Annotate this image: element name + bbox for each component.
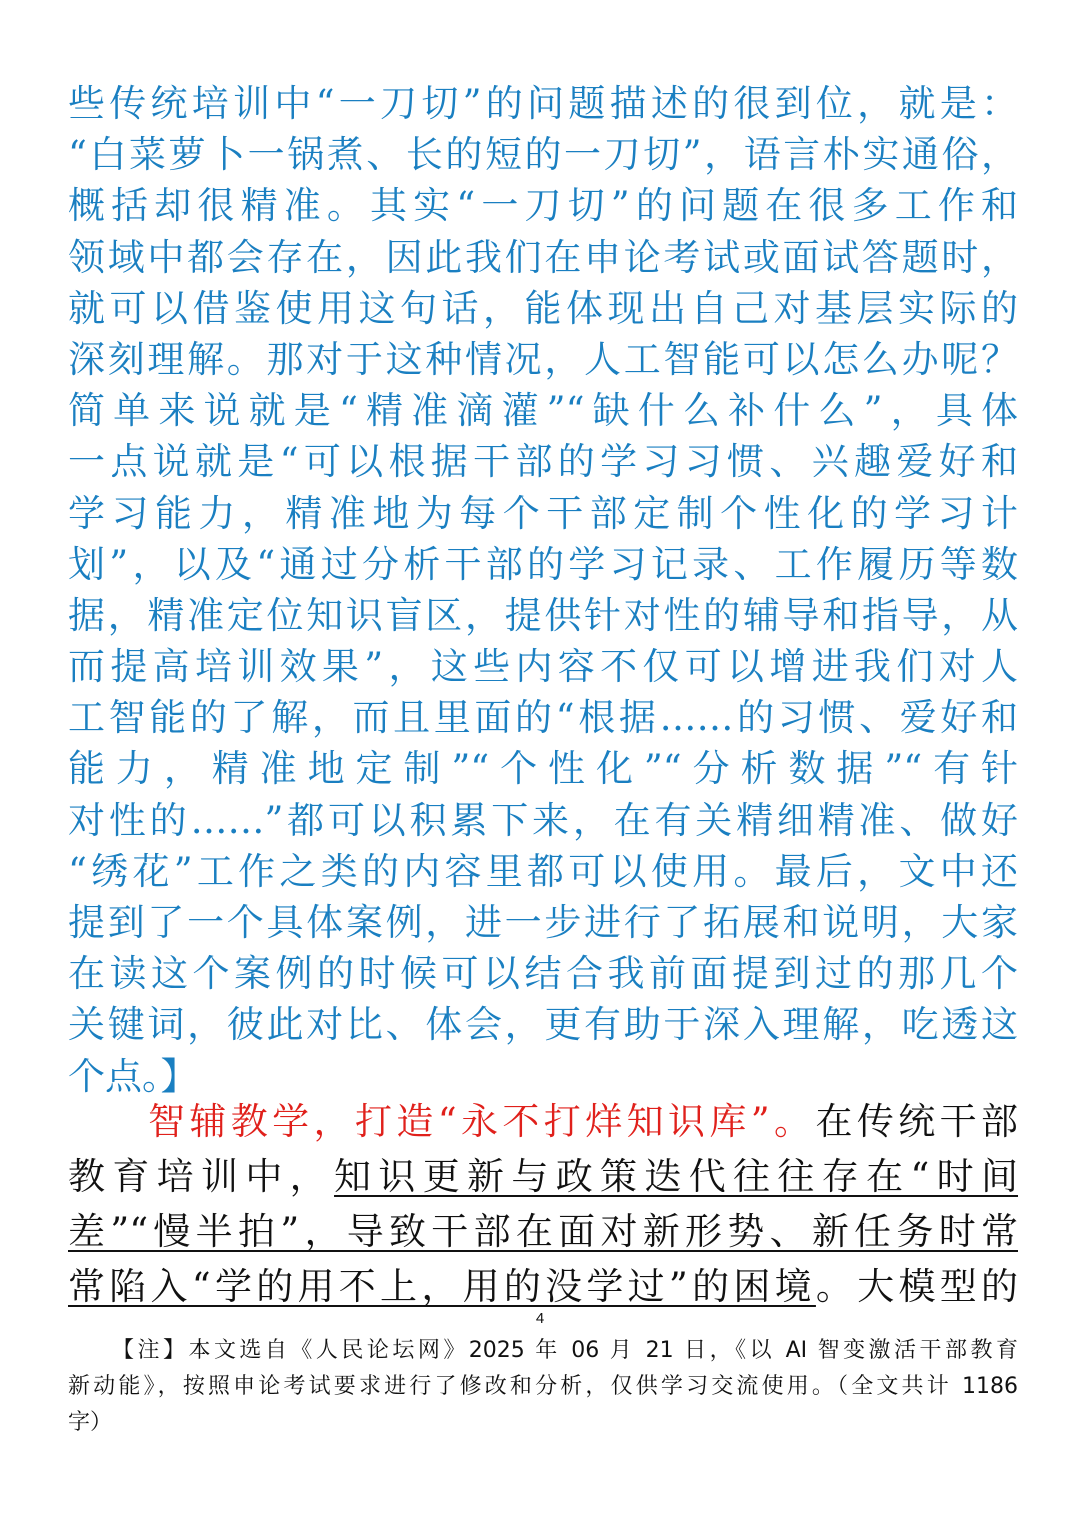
body-text: 教育培训中， [68,1155,335,1198]
analysis-line: “白菜萝卜一锅煮、长的短的一刀切”，语言朴实通俗， [68,133,1018,177]
analysis-line: 据，精准定位知识盲区，提供针对性的辅导和指导，从 [68,593,1018,637]
analysis-line: 学习能力，精准地为每个干部定制个性化的学习计 [68,491,1018,535]
analysis-line: “绣花”工作之类的内容里都可以使用。最后，文中还 [68,849,1018,893]
analysis-line: 概括却很精准。其实“一刀切”的问题在很多工作和 [68,184,1018,228]
analysis-commentary [68,78,1018,1102]
body-line [68,1149,1018,1204]
analysis-line: 简单来说就是“精准滴灌”“缺什么补什么”，具体 [68,389,1018,433]
analysis-line: 就可以借鉴使用这句话，能体现出自己对基层实际的 [68,286,1018,330]
analysis-line: 工智能的了解，而且里面的“根据……的习惯、爱好和 [68,696,1018,740]
footnote-line: 【注】本文选自《人民论坛网》2025 年 06 月 21 日，《以 AI 智变激活干部教育 [112,1338,1018,1363]
section-heading: 智辅教学，打造“永不打烊知识库”。 [148,1100,816,1143]
analysis-line: 些传统培训中“一刀切”的问题描述的很到位，就是： [68,82,1018,125]
footnote-line: 新动能》，按照申论考试要求进行了修改和分析，仅供学习交流使用。（全文共计 1186 [68,1374,1018,1399]
analysis-line: 而提高培训效果”，这些内容不仅可以增进我们对人 [68,645,1018,689]
analysis-line: 划”，以及“通过分析干部的学习记录、工作履历等数 [68,542,1018,586]
body-text: 。大模型的 [815,1265,1018,1308]
body-line [68,1259,1018,1314]
footnote [68,1333,1018,1441]
underlined-text: 常陷入“学的用不上，用的没学过”的困境 [68,1265,816,1308]
page-number: 4 [535,1310,545,1327]
analysis-line: 关键词，彼此对比、体会，更有助于深入理解，吃透这 [68,1003,1018,1047]
analysis-line: 能力，精准地定制”“个性化”“分析数据”“有针 [68,747,1018,791]
analysis-line: 深刻理解。那对于这种情况，人工智能可以怎么办呢？ [68,337,1018,381]
analysis-line: 领域中都会存在，因此我们在申论考试或面试答题时， [68,235,1018,279]
analysis-line: 对性的……”都可以积累下来，在有关精细精准、做好 [68,798,1018,842]
analysis-line: 提到了一个具体案例，进一步进行了拓展和说明，大家 [68,901,1018,944]
analysis-line: 一点说就是“可以根据干部的学习习惯、兴趣爱好和 [68,440,1018,484]
underlined-text: 差”“慢半拍”，导致干部在面对新形势、新任务时常 [68,1210,1018,1253]
footnote-line: 字） [68,1410,113,1435]
body-line [68,1094,1018,1149]
analysis-line: 在读这个案例的时候可以结合我前面提到过的那几个 [68,952,1018,996]
body-text: 在传统干部 [815,1100,1018,1143]
analysis-line: 个点。】 [68,1054,198,1098]
body-paragraph [68,1094,1018,1314]
underlined-text: 知识更新与政策迭代往往存在“时间 [334,1155,1019,1198]
